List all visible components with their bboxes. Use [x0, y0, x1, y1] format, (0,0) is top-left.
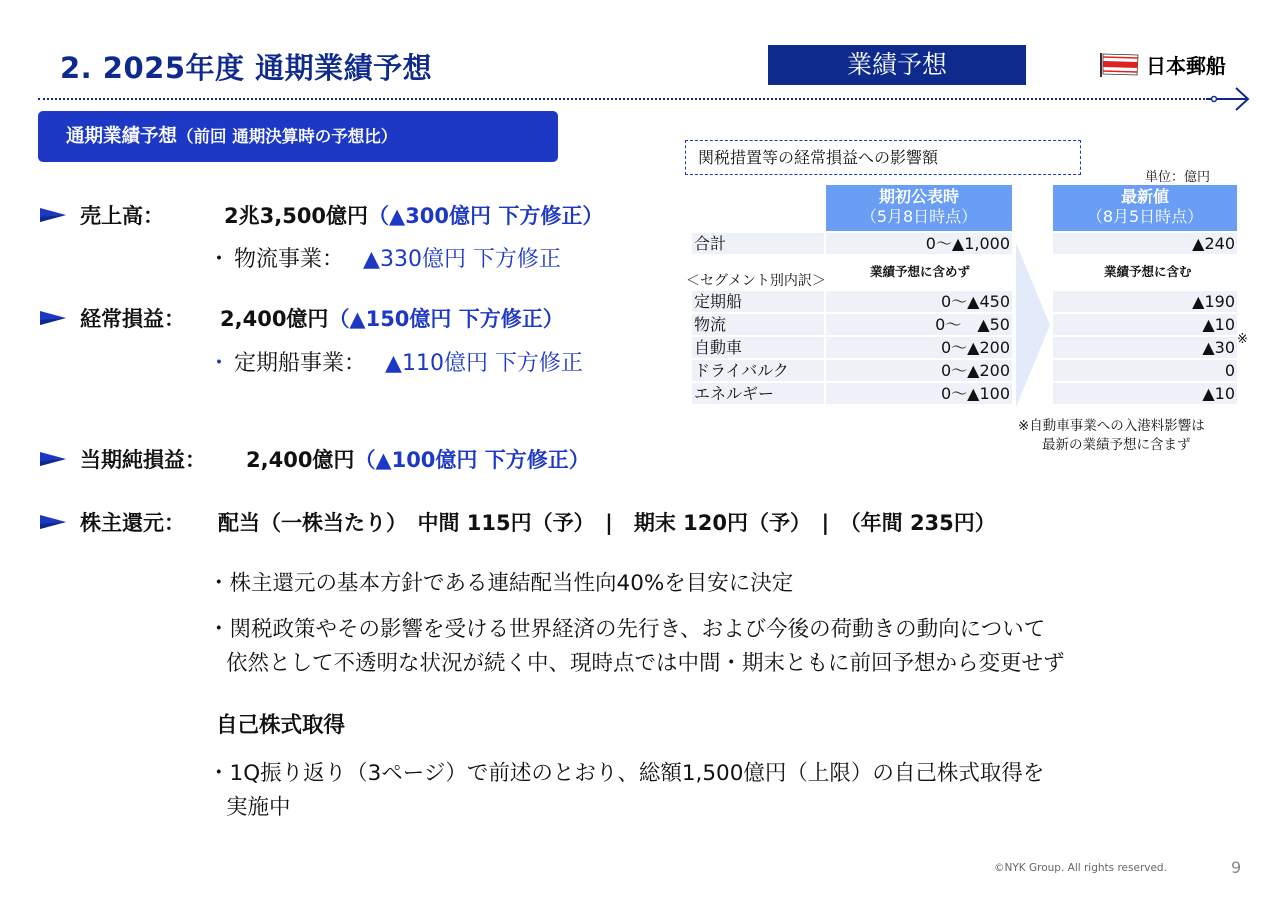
col2-header-title: 最新値 [1120, 187, 1169, 206]
segment-row-col1: 0～▲200 [826, 360, 1012, 381]
total-col2: ▲240 [1053, 233, 1237, 254]
bullet-arrow-icon [40, 311, 66, 325]
segment-label: ＜セグメント別内訳＞ [686, 273, 826, 289]
tariff-text-line2: 依然として不透明な状況が続く中、現時点では中間・期末ともに前回予想から変更せず [226, 651, 1065, 676]
subheading-paren: （前回 通期決算時の予想比） [177, 127, 398, 146]
col1-header [826, 185, 1012, 231]
divider-arrow-icon [1206, 86, 1254, 112]
segment-row-col2: ▲30 [1053, 337, 1237, 358]
impact-table-title: 関税措置等の経常損益への影響額 [685, 140, 1081, 175]
header-divider [38, 98, 1213, 100]
segment-row-label: ドライバルク [692, 360, 824, 381]
buyback-bullet: ・1Q振り返り（3ページ）で前述のとおり、総額1,500億円（上限）の自己株式取得を [208, 761, 1045, 786]
liner-line: ・ 定期船事業： ▲110億円 下方修正 [208, 351, 583, 376]
col1-header-title: 期初公表時 [878, 187, 959, 206]
buyback-text-line2: 実施中 [226, 795, 291, 820]
sales-label: 売上高： [80, 204, 164, 228]
net-row [40, 444, 590, 474]
dividend-text: 配当（一株当たり） 中間 115円（予） | 期末 120円（予） | （年間 235円） [218, 511, 996, 535]
dividend-policy-bullet: ・株主還元の基本方針である連結配当性向40%を目安に決定 [208, 571, 794, 596]
segment-row-col1: 0～▲100 [826, 383, 1012, 404]
net-value: 2,400億円 [246, 448, 355, 472]
segment-row-col1: 0～ ▲50 [826, 314, 1012, 335]
logistics-change: ▲330億円 下方修正 [363, 247, 561, 272]
ordinary-change: （▲150億円 下方修正） [328, 307, 564, 331]
unit-label: 単位：億円 [1145, 170, 1211, 185]
segment-row-label: 自動車 [692, 337, 824, 358]
col2-header [1053, 185, 1237, 231]
asterisk-mark: ※ [1237, 332, 1248, 347]
segment-row-col1: 0～▲450 [826, 291, 1012, 312]
total-label: 合計 [692, 233, 824, 254]
bullet-arrow-icon [40, 452, 66, 466]
footnote-line2: 最新の業績予想に含まず [1042, 437, 1191, 453]
net-label: 当期純損益： [80, 448, 206, 472]
tariff-text-line1: 関税政策やその影響を受ける世界経済の先行き、および今後の荷動きの動向について [229, 617, 1046, 642]
segment-row-col2: ▲190 [1053, 291, 1237, 312]
segment-row-label: エネルギー [692, 383, 824, 404]
buyback-title: 自己株式取得 [216, 713, 346, 738]
page-title: 2. 2025年度 通期業績予想 [60, 51, 433, 85]
segment-row-label: 物流 [692, 314, 824, 335]
chevron-right-icon [1016, 243, 1050, 407]
logistics-label: 物流事業： [234, 247, 345, 272]
logo-text: 日本郵船 [1146, 54, 1226, 78]
liner-label: 定期船事業： [234, 351, 367, 376]
buyback-text-line1: 1Q振り返り（3ページ）で前述のとおり、総額1,500億円（上限）の自己株式取得を [229, 761, 1045, 786]
net-change: （▲100億円 下方修正） [354, 448, 590, 472]
total-col1: 0～▲1,000 [826, 233, 1012, 254]
ordinary-row [40, 303, 564, 333]
company-logo [1100, 50, 1226, 79]
col1-header-sub: （5月8日時点） [860, 207, 978, 226]
segment-row-label: 定期船 [692, 291, 824, 312]
segment-row-col2: ▲10 [1053, 314, 1237, 335]
sales-row [40, 200, 603, 230]
subheading-main: 通期業績予想 [66, 126, 178, 147]
page-number: 9 [1231, 858, 1242, 877]
nyk-flag-icon [1100, 53, 1140, 77]
logistics-line: ・ 物流事業： ▲330億円 下方修正 [208, 247, 561, 272]
copyright: ©NYK Group. All rights reserved. [994, 862, 1167, 874]
section-subheading [38, 111, 558, 162]
ordinary-value: 2,400億円 [220, 307, 329, 331]
footnote-line1: ※自動車事業への入港料影響は [1018, 418, 1205, 434]
liner-change: ▲110億円 下方修正 [385, 351, 583, 376]
segment-row-col1: 0～▲200 [826, 337, 1012, 358]
sales-value: 2兆3,500億円 [224, 204, 369, 228]
col1-note: 業績予想に含めず [870, 264, 971, 279]
section-badge: 業績予想 [768, 45, 1026, 85]
tariff-bullet: ・関税政策やその影響を受ける世界経済の先行き、および今後の荷動きの動向について [208, 617, 1046, 642]
col2-header-sub: （8月5日時点） [1086, 207, 1204, 226]
shareholder-row [40, 507, 996, 537]
sales-change: （▲300億円 下方修正） [368, 204, 604, 228]
bullet-arrow-icon [40, 208, 66, 222]
col2-note: 業績予想に含む [1104, 264, 1192, 279]
bullet-arrow-icon [40, 515, 66, 529]
segment-row-col2: 0 [1053, 360, 1237, 381]
ordinary-label: 経常損益： [80, 307, 185, 331]
dividend-policy-text: 株主還元の基本方針である連結配当性向40%を目安に決定 [229, 571, 794, 596]
shareholder-label: 株主還元： [80, 511, 185, 535]
segment-row-col2: ▲10 [1053, 383, 1237, 404]
